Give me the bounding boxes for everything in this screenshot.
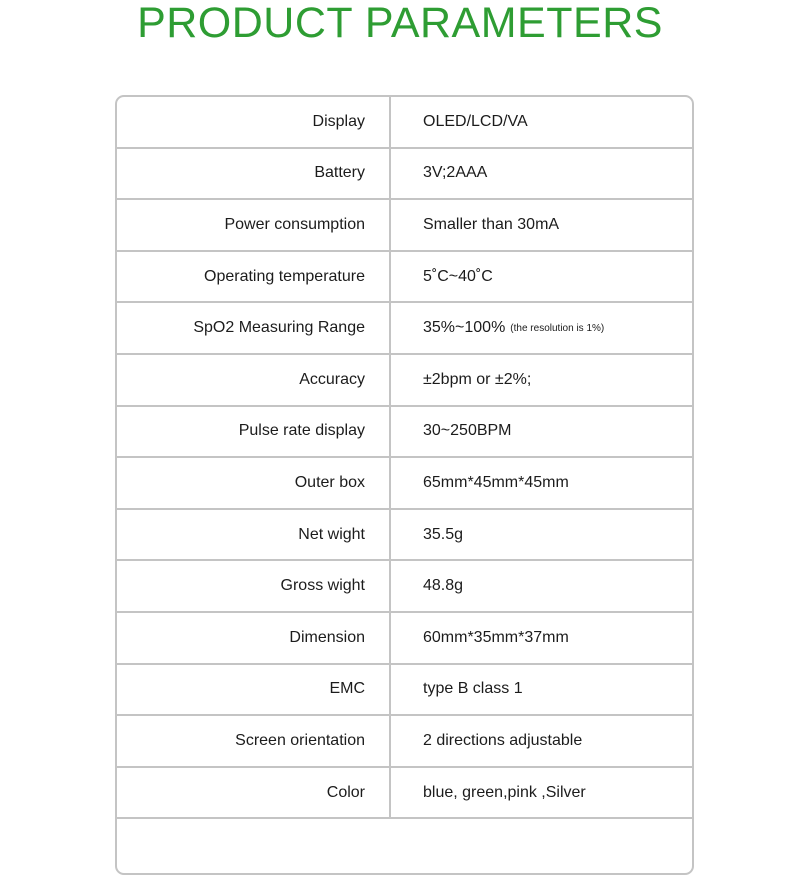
- parameter-label: Net wight: [117, 510, 391, 560]
- parameter-value-text: OLED/LCD/VA: [423, 112, 528, 130]
- parameter-value-text: 60mm*35mm*37mm: [423, 628, 569, 646]
- parameter-label: Pulse rate display: [117, 407, 391, 457]
- parameter-label: SpO2 Measuring Range: [117, 303, 391, 353]
- parameter-value: [391, 613, 692, 663]
- table-row: [117, 407, 692, 459]
- table-row: [117, 252, 692, 304]
- parameter-label: Outer box: [117, 458, 391, 508]
- parameter-value-text: blue, green,pink ,Silver: [423, 783, 586, 801]
- table-row: [117, 665, 692, 717]
- parameter-label: Accuracy: [117, 355, 391, 405]
- parameter-label: Power consumption: [117, 200, 391, 250]
- table-row: [117, 149, 692, 201]
- parameter-value-text: 2 directions adjustable: [423, 731, 583, 749]
- parameter-value-text: 65mm*45mm*45mm: [423, 473, 569, 491]
- parameter-value: [391, 200, 692, 250]
- table-row: [117, 561, 692, 613]
- parameter-label: Screen orientation: [117, 716, 391, 766]
- parameter-value: [391, 303, 692, 353]
- parameter-label: Display: [117, 97, 391, 147]
- parameter-value: [391, 458, 692, 508]
- parameter-value-text: 30~250BPM: [423, 422, 512, 440]
- parameters-table: [115, 95, 694, 875]
- parameter-value: [391, 97, 692, 147]
- parameter-value-text: 5˚C~40˚C: [423, 267, 493, 285]
- table-row: [117, 458, 692, 510]
- parameter-value: [391, 149, 692, 199]
- table-row: [117, 768, 692, 820]
- parameter-value: [391, 355, 692, 405]
- page-title: PRODUCT PARAMETERS: [137, 0, 663, 47]
- table-row: [117, 303, 692, 355]
- parameter-value-text: ±2bpm or ±2%;: [423, 370, 532, 388]
- parameter-value-text: 3V;2AAA: [423, 164, 488, 182]
- parameter-label: EMC: [117, 665, 391, 715]
- parameter-label: Gross wight: [117, 561, 391, 611]
- parameter-value-text: Smaller than 30mA: [423, 215, 560, 233]
- table-row: [117, 97, 692, 149]
- resolution-note: (the resolution is 1%): [510, 322, 605, 334]
- parameter-value: [391, 561, 692, 611]
- parameter-label: Dimension: [117, 613, 391, 663]
- parameter-label: Color: [117, 768, 391, 818]
- parameter-label: Operating temperature: [117, 252, 391, 302]
- parameter-value-text: 35%~100%: [423, 319, 506, 337]
- parameter-value: [391, 716, 692, 766]
- parameter-value: [391, 252, 692, 302]
- parameter-label: Battery: [117, 149, 391, 199]
- parameter-value: [391, 510, 692, 560]
- parameter-value-text: type B class 1: [423, 680, 523, 698]
- parameter-value: [391, 768, 692, 818]
- parameter-value: [391, 665, 692, 715]
- parameter-value-text: 48.8g: [423, 577, 464, 595]
- table-row: [117, 200, 692, 252]
- table-row: [117, 355, 692, 407]
- table-row: [117, 510, 692, 562]
- parameter-value: [391, 407, 692, 457]
- parameter-value-text: 35.5g: [423, 525, 464, 543]
- table-row: [117, 613, 692, 665]
- table-row: [117, 716, 692, 768]
